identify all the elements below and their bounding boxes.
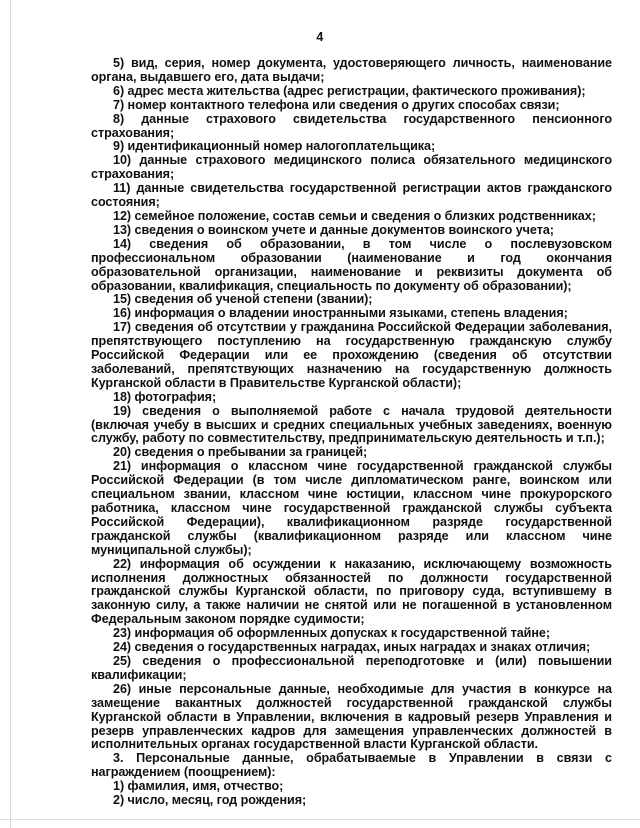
paragraph: 25) сведения о профессиональной переподготовке и (или) повышении квалификации; [91, 653, 612, 682]
paragraph: 2) число, месяц, год рождения; [113, 793, 307, 808]
paragraph: 14) сведения об образовании, в том числе о послевузовском профессиональном образовании (наименование и год окончания образовательной организации, наименование и реквизиты документа об образовании, квалификация, специальность по документу об образовании); [91, 236, 612, 293]
paragraph: 6) адрес места жительства (адрес регистрации, фактического проживания); [113, 83, 586, 98]
page-number: 4 [316, 30, 324, 44]
paragraph: 18) фотография; [113, 389, 217, 404]
paragraph: 9) идентификационный номер налогоплательщика; [113, 139, 436, 154]
scan-edge-line [0, 819, 640, 820]
paragraph: 1) фамилия, имя, отчество; [113, 779, 284, 794]
paragraph: 7) номер контактного телефона или сведения о других способах связи; [113, 97, 560, 112]
paragraph: 8) данные страхового свидетельства государственного пенсионного страхования; [91, 111, 612, 140]
paragraph: 12) семейное положение, состав семьи и сведения о близких родственниках; [113, 208, 596, 223]
document-body [91, 57, 612, 808]
paragraph: 11) данные свидетельства государственной регистрации актов гражданского состояния; [91, 181, 612, 210]
scan-edge-line [10, 0, 11, 828]
paragraph: 24) сведения о государственных наградах, иных наградах и знаках отличия; [113, 640, 591, 655]
paragraph: 23) информация об оформленных допусках к государственной тайне; [113, 626, 551, 641]
paragraph: 15) сведения об ученой степени (звании); [113, 292, 373, 307]
paragraph: 21) информация о классном чине государственной гражданской службы Российской Федерации (в том числе дипломатическом ранге, воинском или специальном звании, классном чине юстиции, классном чине прокурорского работника, классном чине государственной гражданской службы субъекта Российской Федерации), квалификационном разряде государственной гражданской службы (квалификационном разряде или классном чине муниципальной службы); [91, 459, 612, 557]
paragraph: 20) сведения о пребывании за границей; [113, 445, 368, 460]
paragraph: 17) сведения об отсутствии у гражданина Российской Федерации заболевания, препятствующего поступлению на государственную гражданскую службу Российской Федерации или ее прохождению (сведения об отсутствии заболеваний, препятствующих назначению на государственную должность Курганской области в Правительстве Курганской области); [91, 320, 612, 390]
paragraph: 26) иные персональные данные, необходимые для участия в конкурсе на замещение вакантных должностей государственной гражданской службы Курганской области в Управлении, включения в кадровый резерв Управления и резерв управленческих кадров для замещения управленческих должностей в исполнительных органах государственной власти Курганской области. [91, 681, 612, 752]
paragraph: 19) сведения о выполняемой работе с начала трудовой деятельности (включая учебу в высших и средних специальных учебных заведениях, военную службу, работу по совместительству, предпринимательскую деятельность и т.п.); [91, 403, 612, 446]
paragraph: 22) информация об осуждении к наказанию, исключающему возможность исполнения должностных обязанностей по должности государственной гражданской службы Курганской области, по приговору суда, вступившему в законную силу, а также наличии не снятой или не погашенной в установленном Федеральным законом порядке судимости; [91, 556, 612, 627]
paragraph: 5) вид, серия, номер документа, удостоверяющего личность, наименование органа, выдавшего его, дата выдачи; [91, 56, 612, 84]
paragraph: 10) данные страхового медицинского полиса обязательного медицинского страхования; [91, 153, 612, 182]
paragraph: 3. Персональные данные, обрабатываемые в Управлении в связи с награждением (поощрением): [91, 751, 612, 780]
paragraph: 13) сведения о воинском учете и данные документов воинского учета; [113, 222, 554, 237]
paragraph: 16) информация о владении иностранными языками, степень владения; [113, 306, 568, 321]
